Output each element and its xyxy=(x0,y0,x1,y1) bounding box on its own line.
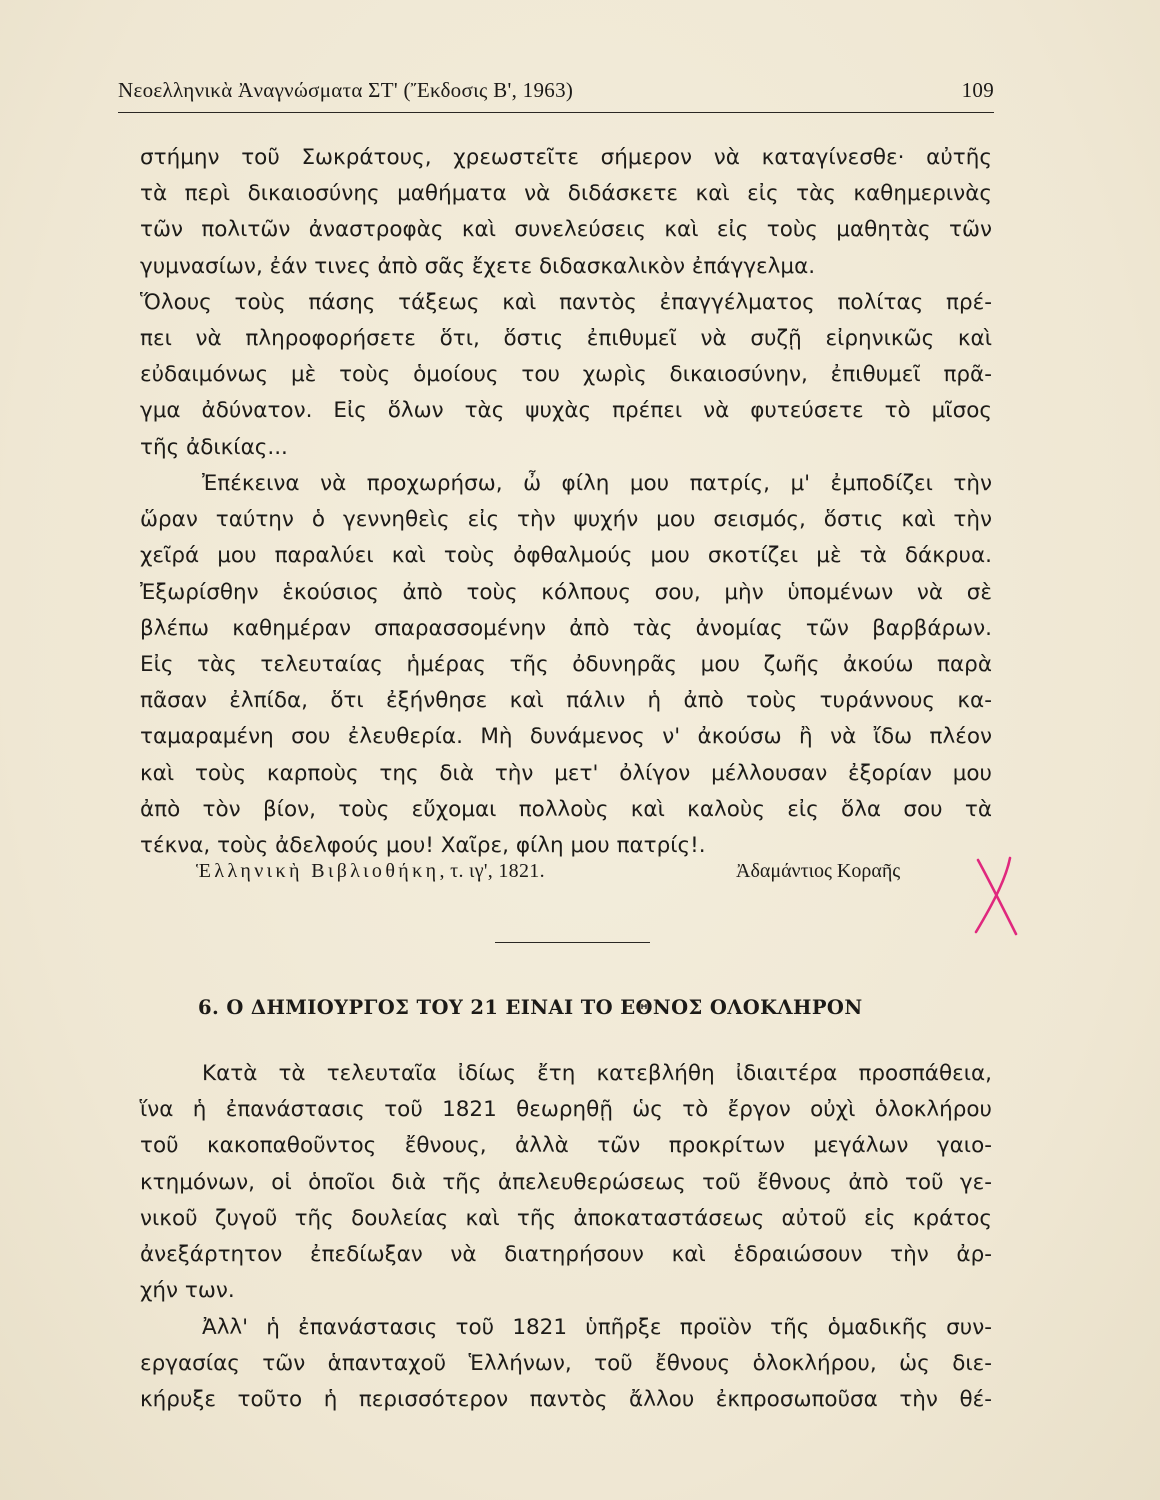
text-line: εργασίας τῶν ἁπανταχοῦ Ἑλλήνων, τοῦ ἔθνους ὁλοκλήρου, ὡς διε- xyxy=(140,1351,992,1377)
section-divider xyxy=(495,942,650,943)
text-line: Εἰς τὰς τελευταίας ἡμέρας τῆς ὀδυνηρᾶς μου ζωῆς ἀκούω παρὰ xyxy=(140,651,992,677)
text-line: νικοῦ ζυγοῦ τῆς δουλείας καὶ τῆς ἀποκαταστάσεως αὐτοῦ εἰς κράτος xyxy=(140,1205,992,1231)
text-line: ἀπὸ τὸν βίον, τοὺς εὔχομαι πολλοὺς καὶ καλοὺς εἰς ὅλα σου τὰ xyxy=(140,796,992,822)
page-number: 109 xyxy=(961,78,994,102)
work-title: Ἑλληνικὴ Βιβλιοθήκη xyxy=(196,860,440,882)
text-line: καὶ τοὺς καρποὺς της διὰ τὴν μετ' ὀλίγον μέλλουσαν ἐξορίαν μου xyxy=(140,760,992,786)
citation-work xyxy=(196,860,545,883)
text-line: πει νὰ πληροφορήσετε ὅτι, ὅστις ἐπιθυμεῖ νὰ συζῇ εἰρηνικῶς καὶ xyxy=(140,325,992,351)
text-line: τέκνα, τοὺς ἀδελφούς μου! Χαῖρε, φίλη μου πατρίς!. xyxy=(140,832,706,858)
text-line: τὰ περὶ δικαιοσύνης μαθήματα νὰ διδάσκετε καὶ εἰς τὰς καθημερινὰς xyxy=(140,181,992,207)
text-line: Ὅλους τοὺς πάσης τάξεως καὶ παντὸς ἐπαγγέλματος πολίτας πρέ- xyxy=(140,289,992,315)
text-line: πᾶσαν ἐλπίδα, ὅτι ἐξήνθησε καὶ πάλιν ἡ ἀπὸ τοὺς τυράννους κα- xyxy=(140,688,992,714)
text-line: εὐδαιμόνως μὲ τοὺς ὁμοίους του χωρὶς δικαιοσύνην, ἐπιθυμεῖ πρᾶ- xyxy=(140,362,992,388)
work-volume: , τ. ιγ', 1821. xyxy=(439,860,545,882)
header-rule xyxy=(118,112,994,113)
section-heading: 6. Ο ΔΗΜΙΟΥΡΓΟΣ ΤΟΥ 21 ΕΙΝΑΙ ΤΟ ΕΘΝΟΣ ΟΛΟΚΛΗΡΟΝ xyxy=(198,996,863,1019)
text-line: τοῦ κακοπαθοῦντος ἔθνους, ἀλλὰ τῶν προκρίτων μεγάλων γαιο- xyxy=(140,1133,992,1159)
text-line: τῶν πολιτῶν ἀναστροφὰς καὶ συνελεύσεις καὶ εἰς τοὺς μαθητὰς τῶν xyxy=(140,217,992,243)
text-line: γυμνασίων, ἐάν τινες ἀπὸ σᾶς ἔχετε διδασκαλικὸν ἐπάγγελμα. xyxy=(140,253,816,279)
text-line: στήμην τοῦ Σωκράτους, χρεωστεῖτε σήμερον νὰ καταγίνεσθε· αὐτῆς xyxy=(140,145,992,170)
source-citation xyxy=(196,860,956,890)
pencil-x-mark xyxy=(972,856,1024,938)
text-line: χεῖρά μου παραλύει καὶ τοὺς ὀφθαλμούς μου σκοτίζει μὲ τὰ δάκρυα. xyxy=(140,543,992,569)
text-line: Κατὰ τὰ τελευταῖα ἰδίως ἔτη κατεβλήθη ἰδιαιτέρα προσπάθεια, xyxy=(202,1061,992,1086)
paragraph-argument xyxy=(140,1310,992,1419)
text-line: τῆς ἀδικίας... xyxy=(140,434,288,460)
paragraph-intro xyxy=(140,1056,992,1309)
text-line: χήν των. xyxy=(140,1278,235,1304)
text-line: ἵνα ἡ ἐπανάστασις τοῦ 1821 θεωρηθῇ ὡς τὸ ἔργον οὐχὶ ὁλοκλήρου xyxy=(140,1097,992,1123)
citation-author: Ἀδαμάντιος Κοραῆς xyxy=(736,860,901,882)
text-line: ὥραν ταύτην ὁ γεννηθεὶς εἰς τὴν ψυχήν μου σεισμός, ὅστις καὶ τὴν xyxy=(140,507,992,533)
paragraph-farewell xyxy=(140,466,992,864)
text-line: ταμαραμένη σου ἐλευθερία. Μὴ δυνάμενος ν' ἀκούσω ἢ νὰ ἴδω πλέον xyxy=(140,724,992,750)
text-line: ἀνεξάρτητον ἐπεδίωξαν νὰ διατηρήσουν καὶ ἑδραιώσουν τὴν ἀρ- xyxy=(140,1241,992,1267)
text-line: κήρυξε τοῦτο ἡ περισσότερον παντὸς ἄλλου ἐκπροσωποῦσα τὴν θέ- xyxy=(140,1387,992,1413)
text-line: γμα ἀδύνατον. Εἰς ὅλων τὰς ψυχὰς πρέπει νὰ φυτεύσετε τὸ μῖσος xyxy=(140,398,992,424)
running-title: Νεοελληνικὰ Ἀναγνώσματα ΣΤ' (Ἔκδοσις Β', 1963) xyxy=(118,78,574,102)
text-line: Ἐπέκεινα νὰ προχωρήσω, ὦ φίλη μου πατρίς, μ' ἐμποδίζει τὴν xyxy=(202,471,992,496)
running-head xyxy=(118,78,994,110)
text-line: κτημόνων, οἱ ὁποῖοι διὰ τῆς ἀπελευθερώσεως τοῦ ἔθνους ἀπὸ τοῦ γε- xyxy=(140,1169,992,1195)
text-line: βλέπω καθημέραν σπαρασσομένην ἀπὸ τὰς ἀνομίας τῶν βαρβάρων. xyxy=(140,615,992,641)
paragraph-continuation xyxy=(140,140,992,466)
text-line: Ἀλλ' ἡ ἐπανάστασις τοῦ 1821 ὑπῆρξε προϊὸν τῆς ὁμαδικῆς συν- xyxy=(202,1315,992,1340)
text-line: Ἐξωρίσθην ἑκούσιος ἀπὸ τοὺς κόλπους σου, μὴν ὑπομένων νὰ σὲ xyxy=(140,579,992,605)
